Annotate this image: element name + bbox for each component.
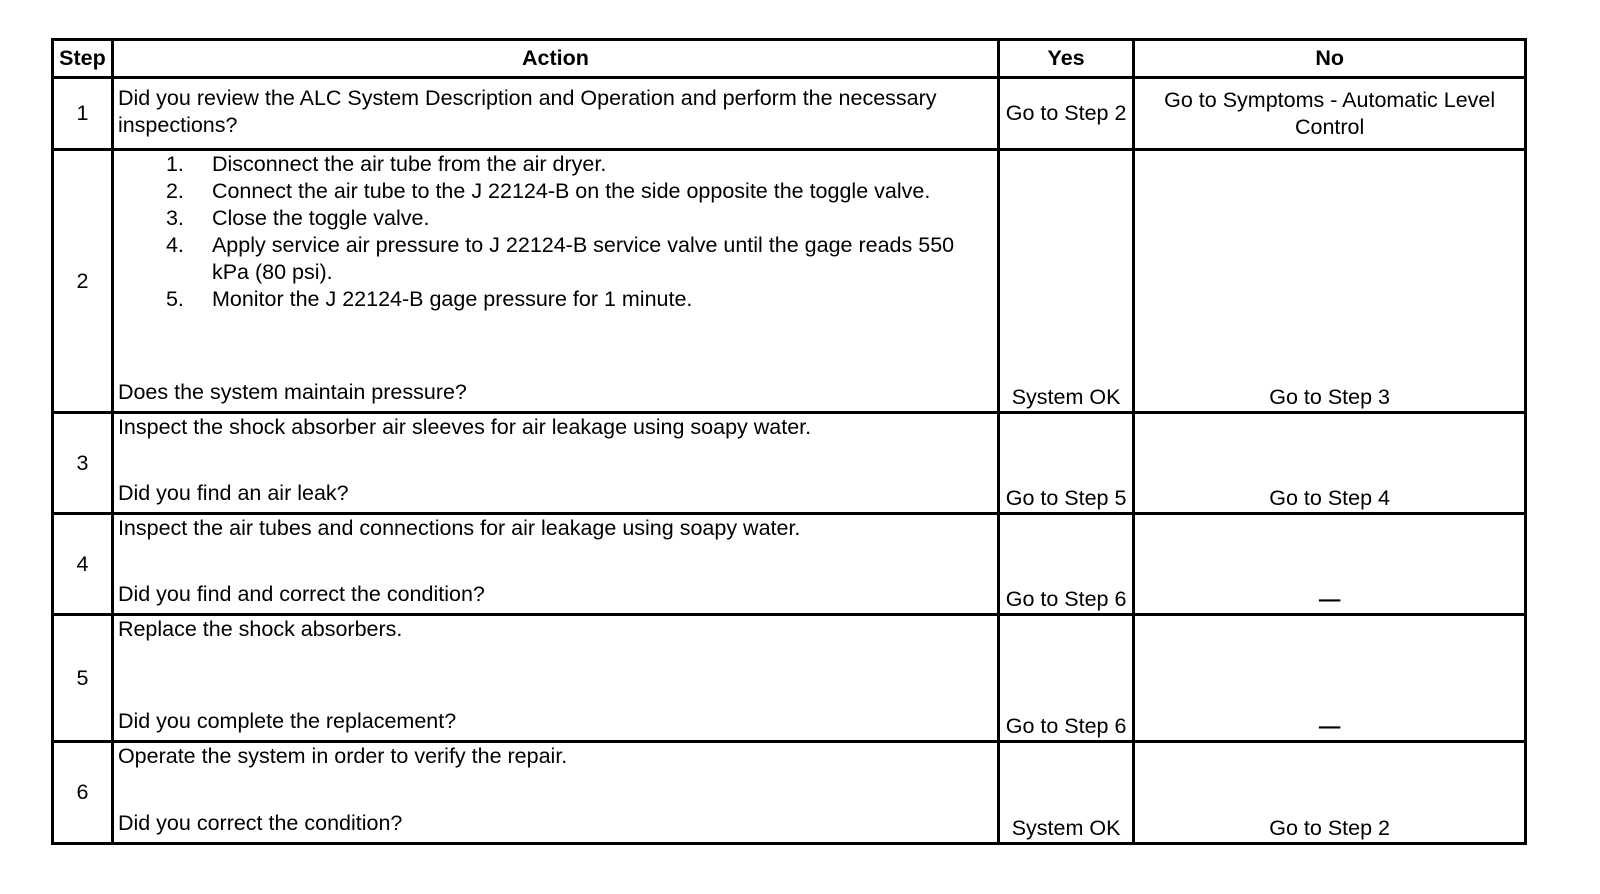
header-action: Action xyxy=(114,41,1000,79)
table-row xyxy=(54,616,1524,743)
action-cell xyxy=(114,616,1000,743)
table-row xyxy=(54,743,1524,842)
action-cell xyxy=(114,515,1000,616)
action-question: Does the system maintain pressure? xyxy=(117,380,467,404)
table-row xyxy=(54,414,1524,515)
step-number: 6 xyxy=(54,743,114,842)
no-result: — xyxy=(1135,616,1524,743)
yes-result: Go to Step 2 xyxy=(1000,79,1135,151)
action-question: Did you complete the replacement? xyxy=(117,709,457,733)
yes-result: System OK xyxy=(1000,743,1135,842)
action-cell xyxy=(114,414,1000,515)
step-number: 1 xyxy=(54,79,114,151)
yes-result: Go to Step 5 xyxy=(1000,414,1135,515)
action-instruction: Replace the shock absorbers. xyxy=(117,617,403,641)
step-number: 3 xyxy=(54,414,114,515)
no-result: Go to Step 2 xyxy=(1269,816,1390,840)
no-result: Go to Symptoms - Automatic Level Control xyxy=(1135,79,1524,151)
step-number: 2 xyxy=(54,151,114,414)
action-instruction: Inspect the shock absorber air sleeves for air leakage using soapy water. xyxy=(117,415,812,439)
substep-item: Disconnect the air tube from the air dryer. xyxy=(211,152,607,176)
action-question: Did you find and correct the condition? xyxy=(117,582,485,606)
action-cell xyxy=(114,151,1000,414)
table-row xyxy=(54,79,1524,151)
no-result: Go to Step 3 xyxy=(1135,151,1524,414)
step-number: 4 xyxy=(54,515,114,616)
table-row xyxy=(54,515,1524,616)
action-question: Did you correct the condition? xyxy=(117,811,403,835)
substep-list xyxy=(118,151,993,313)
substep-item: Close the toggle valve. xyxy=(211,206,430,230)
substep-item: Apply service air pressure to J 22124-B service valve until the gage reads 550 kPa (80 psi). xyxy=(211,233,955,284)
table-row xyxy=(54,151,1524,414)
yes-result: System OK xyxy=(1000,151,1135,414)
substep-item: Connect the air tube to the J 22124-B on the side opposite the toggle valve. xyxy=(211,179,931,203)
header-step: Step xyxy=(54,41,114,79)
header-yes: Yes xyxy=(1000,41,1135,79)
no-result: — xyxy=(1135,515,1524,616)
yes-result: Go to Step 6 xyxy=(1000,616,1135,743)
action-cell xyxy=(114,743,1000,842)
action-instruction: Operate the system in order to verify the repair. xyxy=(117,744,568,768)
diagnostic-table xyxy=(51,38,1527,845)
action-question: Did you find an air leak? xyxy=(117,481,349,505)
action-text: Did you review the ALC System Description and Operation and perform the necessary inspections? xyxy=(114,79,1000,151)
yes-result: Go to Step 6 xyxy=(1000,515,1135,616)
substep-item: Monitor the J 22124-B gage pressure for 1 minute. xyxy=(211,287,693,311)
header-no: No xyxy=(1135,41,1524,79)
step-number: 5 xyxy=(54,616,114,743)
no-result: Go to Step 4 xyxy=(1135,414,1524,515)
table-header-row xyxy=(54,41,1524,79)
action-instruction: Inspect the air tubes and connections for air leakage using soapy water. xyxy=(117,516,801,540)
